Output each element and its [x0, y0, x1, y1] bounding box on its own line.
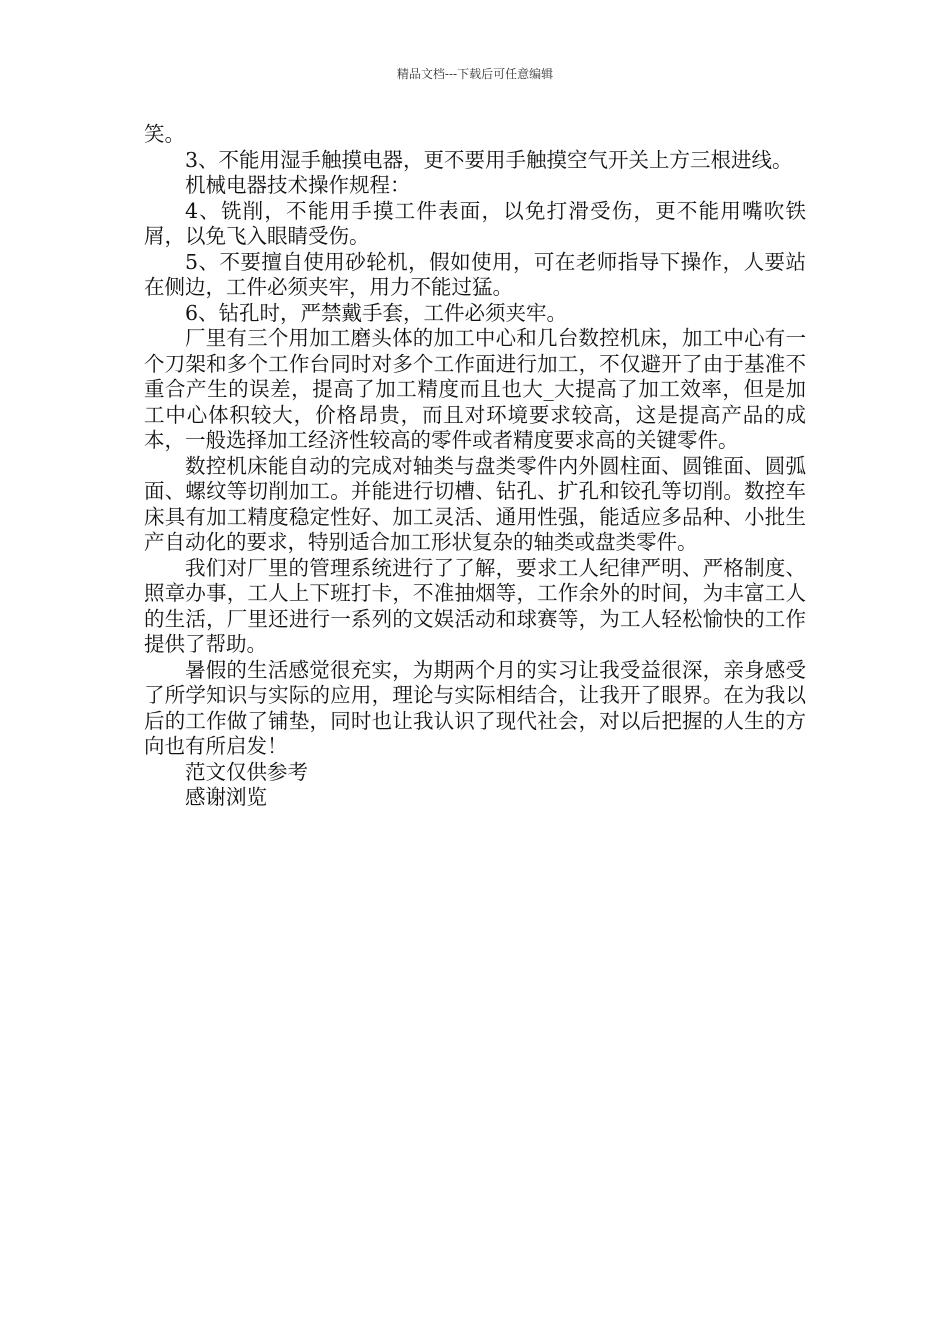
paragraph-management: 我们对厂里的管理系统进行了了解，要求工人纪律严明、严格制度、照章办事，工人上下班打卡，不准抽烟等，工作余外的时间，为丰富工人的生活，厂里还进行一系列的文娱活动和球赛等，为工人轻松愉快的工作提供了帮助。	[144, 555, 806, 656]
paragraph-machining-center: 厂里有三个用加工磨头体的加工中心和几台数控机床，加工中心有一个刀架和多个工作台同时对多个工作面进行加工，不仅避开了由于基准不重合产生的误差，提高了加工精度而且也大_大提高了加工效率，但是加工中心体积较大，价格昂贵，而且对环境要求较高，这是提高产品的成本，一般选择加工经济性较高的零件或者精度要求高的关键零件。	[144, 326, 806, 452]
paragraph-rule-6: 6、钻孔时，严禁戴手套，工件必须夹牢。	[185, 300, 568, 325]
paragraph-reference-note: 范文仅供参考	[185, 759, 308, 784]
paragraph-summary: 暑假的生活感觉很充实，为期两个月的实习让我受益很深，亲身感受了所学知识与实际的应用，理论与实际相结合，让我开了眼界。在为我以后的工作做了铺垫，同时也让我认识了现代社会，对以后把握的人生的方向也有所启发！	[144, 657, 806, 758]
document-body	[144, 122, 806, 811]
paragraph-intro-fragment: 笑。	[144, 122, 185, 146]
paragraph-thanks: 感谢浏览	[185, 785, 267, 809]
paragraph-section-heading: 机械电器技术操作规程：	[185, 173, 411, 197]
paragraph-rule-5: 5、不要擅自使用砂轮机，假如使用，可在老师指导下操作，人要站在侧边，工件必须夹牢，用力不能过猛。	[144, 249, 806, 299]
page-header: 精品文档---下载后可任意编辑	[396, 67, 554, 81]
paragraph-rule-3: 3、不能用湿手触摸电器，更不要用手触摸空气开关上方三根进线。	[185, 147, 793, 172]
paragraph-rule-4: 4、铣削，不能用手摸工件表面，以免打滑受伤，更不能用嘴吹铁屑，以免飞入眼睛受伤。	[144, 198, 806, 248]
paragraph-cnc-lathe: 数控机床能自动的完成对轴类与盘类零件内外圆柱面、圆锥面、圆弧面、螺纹等切削加工。并能进行切槽、钻孔、扩孔和铰孔等切削。数控车床具有加工精度稳定性好、加工灵活、通用性强，能适应多品种、小批生产自动化的要求，特别适合加工形状复杂的轴类或盘类零件。	[144, 453, 806, 554]
